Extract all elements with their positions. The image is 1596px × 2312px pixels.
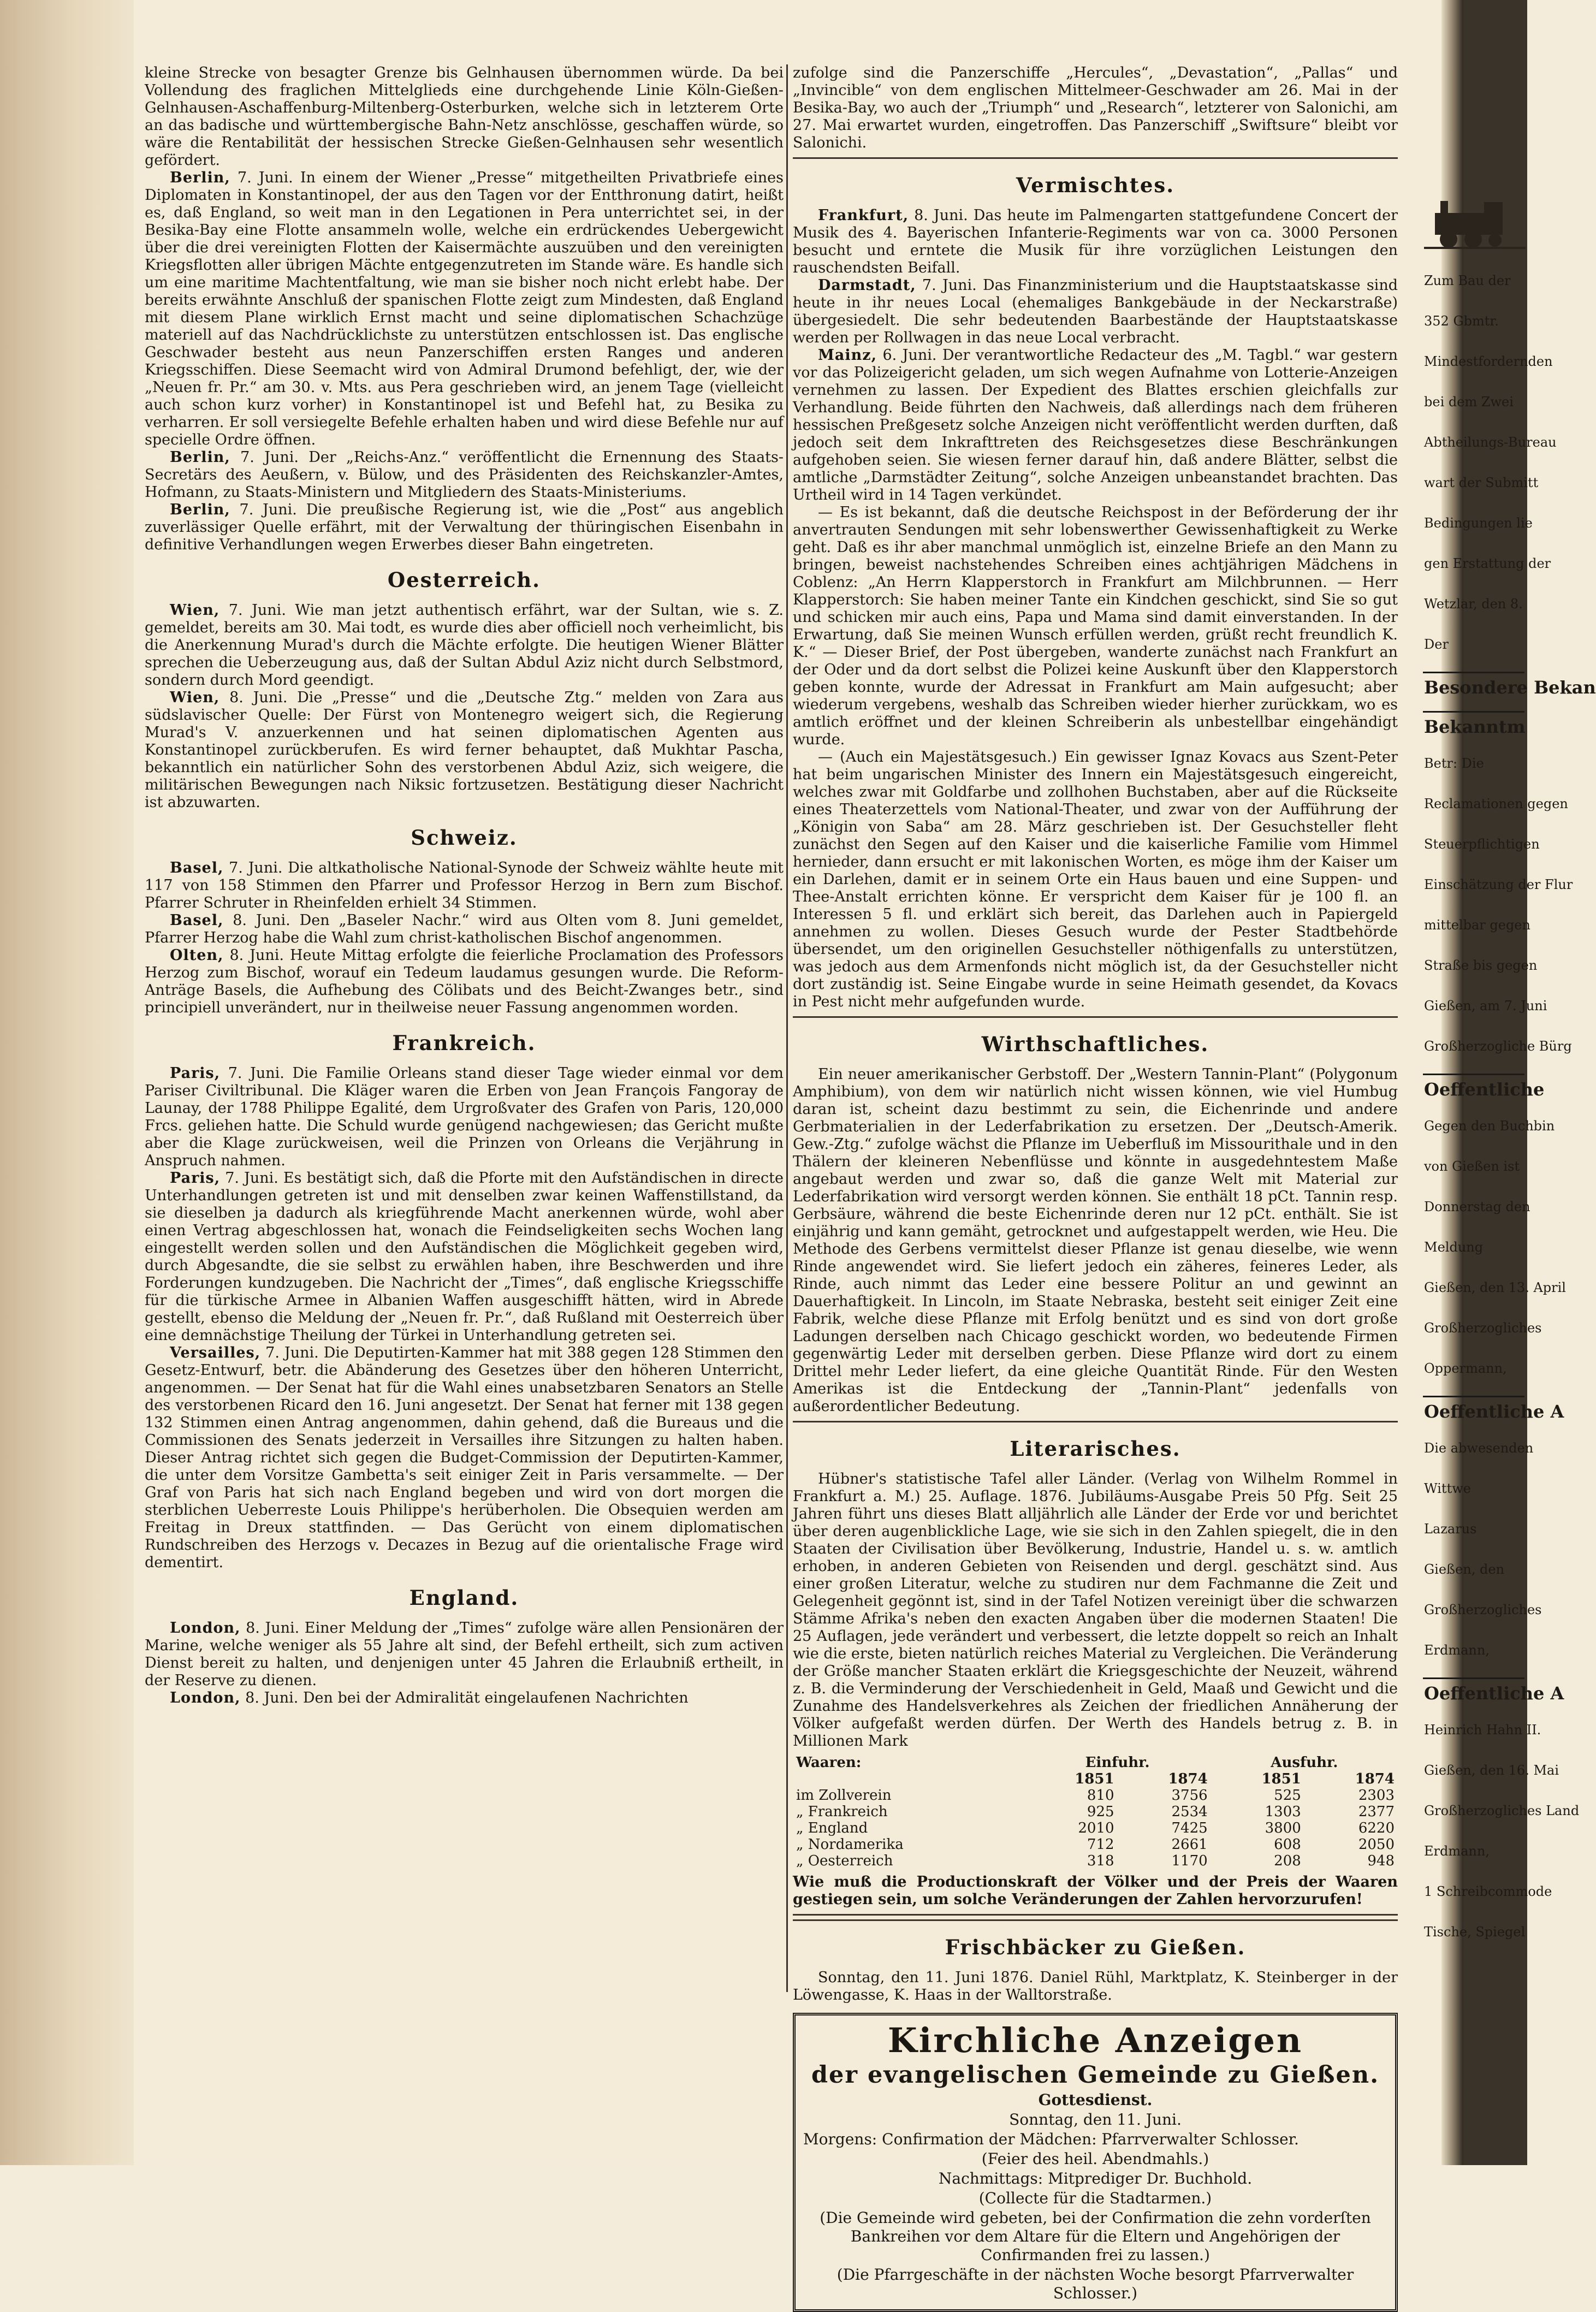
- section-heading-misc: Vermischtes.: [1016, 173, 1175, 197]
- trade-table-group-import: Einfuhr.: [1085, 1754, 1150, 1771]
- news-report: [145, 947, 784, 1017]
- news-report: [793, 504, 1398, 749]
- report-text: 8. Juni. Den bei der Admiralität eingelaufenen Nachrichten: [245, 1689, 689, 1706]
- trade-cell: 6220: [1358, 1820, 1395, 1836]
- trade-table-group-export: Ausfuhr.: [1271, 1754, 1338, 1771]
- bakers-notice: Sonntag, den 11. Juni 1876. Daniel Rühl, Marktplatz, K. Steinberger in der Löwengasse, K. Haas in der Walltorstraße.: [793, 1969, 1398, 2003]
- trade-table-row: [793, 1836, 1398, 1853]
- news-report: [145, 501, 784, 554]
- report-place: Wien,: [170, 689, 220, 706]
- trade-cell: 2303: [1358, 1787, 1395, 1804]
- trade-table-row: [793, 1853, 1398, 1869]
- article-paragraph: kleine Strecke von besagter Grenze bis Gelnhausen übernommen würde. Da bei Vollendung des fraglichen Mittelglieds eine durchgehende Linie Köln-Gießen-Gelnhausen-Aschaffenburg-Miltenberg-Osterburken, welche sich in letzterem Orte an das badische und württembergische Bahn-Netz anschlösse, geschaffen würde, so wäre die Rentabilität der hessischen Strecke Gießen-Gelnhausen sehr wesentlich gefördert.: [145, 64, 784, 169]
- trade-table: [793, 1754, 1398, 1869]
- neighbor-text-line: Wetzlar, den 8.: [1424, 596, 1523, 612]
- report-text: 6. Juni. Der verantwortliche Redacteur des „M. Tagbl.“ war gestern vor das Polizeigericht geladen, um sich wegen Aufnahme von Lotterie-Anzeigen vernehmen zu lassen. Der Expedient des Blattes erschien gleichfalls zur Verhandlung. Beide führten den Nachweis, daß allerdings nach dem früheren hessischen Preßgesetz solche Anzeigen nicht veröffentlicht werden durften, daß jedoch seit dem Inkrafttreten des Reichsgesetzes diese Beschränkungen aufgehoben seien. Sie wiesen ferner darauf hin, daß andere Blätter, selbst die amtliche „Darmstädter Zeitung“, solche Anzeigen unbeanstandet brachten. Das Urtheil wird in 14 Tagen verkündet.: [793, 347, 1398, 503]
- neighbor-text-line: 352 Gbmtr.: [1424, 313, 1499, 329]
- neighbor-text-line: Mindestfordernden: [1424, 354, 1553, 369]
- neighbor-text-line: 1 Schreibcommode: [1424, 1884, 1552, 1899]
- report-place: Darmstadt,: [818, 277, 916, 294]
- neighbor-rule: [1423, 711, 1524, 713]
- trade-table-row: [793, 1820, 1398, 1836]
- section-heading-england: England.: [409, 1586, 519, 1610]
- trade-table-year: 1851: [1075, 1771, 1114, 1787]
- section-heading-bakers: Frischbäcker zu Gießen.: [945, 1935, 1246, 1959]
- trade-cell: 810: [1087, 1787, 1114, 1804]
- report-text: 8. Juni. Das heute im Palmengarten stattgefundene Concert der Musik des 4. Bayerischen Infanterie-Regiments war von ca. 3000 Personen besucht und erntete die Musik für ihre vorzüglichen Leistungen den rauschendsten Beifall.: [793, 207, 1398, 276]
- literary-article: Hübner's statistische Tafel aller Länder. (Verlag von Wilhelm Rommel in Frankfurt a. M.) 25. Auflage. 1876. Jubiläums-Ausgabe Preis 50 Pfg. Seit 25 Jahren führt uns dieses Blatt alljährlich alle Länder der Erde vor und berichtet über deren augenblickliche Lage, wie sie sich in den Zahlen spiegelt, die in den Staaten der Civilisation über Bevölkerung, Industrie, Handel u. s. w. amtlich erhoben, in anderen Gebieten von Reisenden und dergl. geschätzt sind. Aus einer großen Literatur, welche zu studiren nur dem Fachmanne die Zeit und Gelegenheit gegönnt ist, sind in der Tafel Notizen vereinigt über die schwarzen Stämme Afrika's neben den exacten Angaben über die modernen Staaten! Die 25 Auflagen, jede verändert und verbessert, die letzte doppelt so reich an Inhalt wie die erste, bieten natürlich reiches Material zu Vergleichen. Die Veränderung der Größe mancher Staaten erklärt die Kriegsgeschichte der Neuzeit, während z. B. die Verminderung der Verschiedenheit in Geld, Maaß und Gewicht und die Zunahme des Handelsverkehres als Zeichen der friedlichen Annäherung der Völker aufgefaßt werden dürfen. Der Werth des Handels betrug z. B. in Millionen Mark: [793, 1471, 1398, 1750]
- section-heading-economy: Wirthschaftliches.: [981, 1032, 1209, 1056]
- section-rule: [793, 1016, 1398, 1018]
- neighbor-text-line: von Gießen ist: [1424, 1159, 1520, 1174]
- report-text: 7. Juni. Der „Reichs-Anz.“ veröffentlicht die Ernennung des Staats-Secretärs des Aeußern, v. Bülow, und des Präsidenten des Reichskanzler-Amtes, Hofmann, zu Staats-Ministern und Mitgliedern des Staats-Ministeriums.: [145, 449, 784, 501]
- report-text: — Es ist bekannt, daß die deutsche Reichspost in der Beförderung der ihr anvertrauten Sendungen mit sehr lobenswerther Gewissenhaftigkeit zu Werke geht. Daß es ihr aber manchmal unmöglich ist, einzelne Briefe an den Mann zu bringen, beweist nachstehendes Schreiben eines achtjährigen Mädchens in Coblenz: „An Herrn Klapperstorch in Frankfurt am Milchbrunnen. — Herr Klapperstorch: Sie haben meiner Tante ein Kindchen geschickt, sind Sie so gut und schicken mir auch eins, Papa und Mama sind damit einverstanden. In der Erwartung, daß Sie meinen Wunsch erfüllen werden, grüßt recht freundlich K. K.“ — Dieser Brief, der Post übergeben, wanderte zunächst nach Frankfurt an der Oder und da dort selbst die Polizei keine Auskunft über den Klapperstorch geben konnte, wurde der Adressat in Frankfurt am Main aufgesucht; aber wiederum vergebens, weshalb das Schreiben wieder hierher zurückkam, wo es amtlich eröffnet und der kleinen Schreiberin als unbestellbar eingehändigt wurde.: [793, 504, 1398, 748]
- church-ad-request: (Die Gemeinde wird gebeten, bei der Confirmation die zehn vorderſten Bankreihen vor dem Altare für die Eltern und Angehörigen der Confirmanden frei zu lassen.): [820, 2209, 1371, 2264]
- neighbor-heading: Besondere Bekan: [1424, 677, 1596, 698]
- trade-cell: 2377: [1358, 1804, 1395, 1820]
- neighbor-text-line: Zum Bau der: [1424, 273, 1511, 288]
- trade-cell: 2010: [1078, 1820, 1114, 1836]
- news-report: [145, 1620, 784, 1689]
- neighbor-text-line: Gießen, den 13. April: [1424, 1280, 1566, 1295]
- church-ad-afternoon-note: (Collecte für die Stadtarmen.): [978, 2189, 1212, 2207]
- report-place: Basel,: [170, 912, 224, 929]
- neighbor-rule: [1423, 1396, 1524, 1397]
- article-paragraph: zufolge sind die Panzerschiffe „Hercules“, „Devastation“, „Pallas“ und „Invincible“ von dem englischen Mittelmeer-Geschwader am 26. Mai in der Besika-Bay, wo auch der „Triumph“ und „Research“, letzterer von Salonichi, am 27. Mai erwartet wurden, eingetroffen. Das Panzerschiff „Swiftsure“ bleibt vor Salonichi.: [793, 64, 1398, 151]
- section-rule: [793, 157, 1398, 159]
- report-text: 7. Juni. Das Finanzministerium und die Hauptstaatskasse sind heute in ihr neues Local (ehemaliges Bankgebäude in der Neckarstraße) übergesiedelt. Die sehr bedeutenden Baarbestände der Hauptstaatskasse werden per Rollwagen in das neue Local verbracht.: [793, 277, 1398, 346]
- report-text: — (Auch ein Majestätsgesuch.) Ein gewisser Ignaz Kovacs aus Szent-Peter hat beim ungarischen Minister des Innern ein Majestätsgesuch eingereicht, welches zwar mit Goldfarbe und zollhohen Buchstaben, aber auf die Rückseite eines Theaterzettels vom National-Theater, und zwar von der Aufführung der „Königin von Saba“ am 28. März geschrieben ist. Der Gesuchsteller fleht zunächst den Segen auf den Kaiser und die kaiserliche Familie vom Himmel hernieder, dann ersucht er mit lakonischen Worten, es möge ihm der Kaiser um ein Darlehen, damit er in seinem Orte ein Haus bauen und eine Suppen- und Thee-Anstalt errichten könne. Er verspricht dem Kaiser für je 100 fl. an Interessen 5 fl. und erklärt sich bereit, das Darlehen auch in Papiergeld annehmen zu wollen. Dieses Gesuch wurde der Pester Stadtbehörde übersendet, um den originellen Gesuchsteller nöthigenfalls zu unterstützen, was jedoch aus dem Armenfonds nicht möglich ist, da der Gesuchsteller nicht dort zuständig ist. Seine Eingabe wurde in seine Heimath gesendet, da Kovacs in Pest nicht mehr aufgefunden wurde.: [793, 749, 1398, 1010]
- trade-cell: 3756: [1171, 1787, 1208, 1804]
- news-report: [793, 277, 1398, 347]
- section-heading-france: Frankreich.: [392, 1031, 536, 1055]
- trade-cell: 1303: [1265, 1804, 1301, 1820]
- neighbor-text-line: Großherzogliches Land: [1424, 1803, 1580, 1818]
- neighbor-text-line: Tische, Spiegel: [1424, 1924, 1526, 1940]
- neighbor-text-line: Lazarus: [1424, 1521, 1477, 1537]
- trade-table-year: 1874: [1168, 1771, 1208, 1787]
- news-report: [793, 207, 1398, 277]
- news-report: [145, 1689, 784, 1707]
- news-report: [145, 1065, 784, 1170]
- section-rule: [793, 1421, 1398, 1422]
- report-text: 7. Juni. Es bestätigt sich, daß die Pforte mit den Aufständischen in directe Unterhandlungen getreten ist und mit denselben zwar keinen Waffenstillstand, da sie dieselben ja dadurch als kriegführende Macht anerkennen würde, wohl aber einen Vertrag abgeschlossen hat, wonach die Feindseligkeiten sechs Wochen lang eingestellt werden sollen und den Aufständischen die Möglichkeit gegeben wird, durch Abgesandte, die sie selbst zu erwählen haben, ihre Beschwerden und ihre Forderungen kundzugeben. Die Nachricht der „Times“, daß englische Kriegsschiffe für die türkische Armee in Albanien Waffen ausgeschifft hätten, wird in Abrede gestellt, ebenso die Meldung der „Neuen fr. Pr.“, daß Rußland mit Oesterreich über eine demnächstige Theilung der Türkei in Unterhandlung getreten sei.: [145, 1170, 784, 1344]
- trade-cell: 318: [1087, 1853, 1114, 1869]
- neighbor-text-line: Gießen, am 7. Juni: [1424, 998, 1547, 1013]
- trade-table-year: 1874: [1355, 1771, 1395, 1787]
- church-ad-subtitle: der evangelischen Gemeinde zu Gießen.: [811, 2061, 1380, 2089]
- neighbor-page-fragment: [1420, 22, 1596, 2042]
- news-report: [145, 449, 784, 501]
- neighbor-text-line: bei dem Zwei: [1424, 394, 1514, 410]
- literary-closing: Wie muß die Productionskraft der Völker und der Preis der Waaren gestiegen sein, um solche Veränderungen der Zahlen hervorzurufen!: [793, 1874, 1398, 1908]
- trade-row-label: „ Oesterreich: [796, 1853, 893, 1869]
- church-ad-date: Sonntag, den 11. Juni.: [1009, 2111, 1182, 2129]
- trade-table-group-row: [793, 1754, 1398, 1771]
- neighbor-text-line: wart der Submitt: [1424, 475, 1539, 490]
- trade-row-label: im Zollverein: [796, 1787, 892, 1804]
- trade-table-row: [793, 1804, 1398, 1820]
- report-place: London,: [170, 1689, 241, 1706]
- news-report: [145, 859, 784, 912]
- report-text: 7. Juni. Die altkatholische National-Synode der Schweiz wählte heute mit 117 von 158 Stimmen den Pfarrer und Professor Herzog in Bern zum Bischof. Pfarrer Schruter in Rheinfelden erhielt 34 Stimmen.: [145, 859, 784, 911]
- trade-cell: 2661: [1171, 1836, 1208, 1853]
- report-text: 8. Juni. Die „Presse“ und die „Deutsche Ztg.“ melden von Zara aus südslavischer Quelle: Der Fürst von Montenegro weigert sich, die Regierung Murad's V. anzuerkennen und hat seinen diplomatischen Agenten aus Konstantinopel zurückberufen. Es wird ferner behauptet, daß Mukhtar Pascha, bekanntlich ein natürlicher Sohn des verstorbenen Abdul Aziz, sich weigere, die militärischen Bewegungen nach Niksic fortzusetzen. Bestätigung dieser Nachricht ist abzuwarten.: [145, 689, 784, 811]
- news-report: [145, 602, 784, 689]
- section-heading-switzerland: Schweiz.: [411, 826, 518, 850]
- trade-cell: 712: [1087, 1836, 1114, 1853]
- trade-cell: 925: [1087, 1804, 1114, 1820]
- report-text: 7. Juni. Wie man jetzt authentisch erfährt, war der Sultan, wie s. Z. gemeldet, bereits am 30. Mai todt, es wurde dies aber officiell noch verheimlicht, bis die Anerkennung Murad's durch die Mächte erfolgte. Die heutigen Wiener Blätter sprechen die Ueberzeugung aus, daß der Sultan Abdul Aziz nicht durch Selbstmord, sondern durch Mord geendigt.: [145, 602, 784, 689]
- report-place: Berlin,: [170, 449, 230, 466]
- neighbor-text-line: Steuerpflichtigen: [1424, 837, 1540, 852]
- neighbor-heading: Oeffentliche: [1424, 1079, 1545, 1100]
- trade-row-label: „ England: [796, 1820, 868, 1836]
- neighbor-text-line: Donnerstag den: [1424, 1199, 1530, 1214]
- trade-row-label: „ Frankreich: [796, 1804, 888, 1820]
- book-edge-left: [0, 0, 137, 2165]
- neighbor-text-line: Gießen, den: [1424, 1562, 1505, 1577]
- neighbor-text-line: Oppermann,: [1424, 1361, 1507, 1376]
- locomotive-icon: [1424, 186, 1526, 251]
- trade-cell: 208: [1274, 1853, 1301, 1869]
- church-announcement-box: [793, 2013, 1398, 2312]
- neighbor-text-line: Großherzogliches: [1424, 1602, 1542, 1617]
- neighbor-text-line: Gegen den Buchbin: [1424, 1118, 1555, 1134]
- trade-table-year: 1851: [1261, 1771, 1301, 1787]
- report-place: Mainz,: [818, 347, 877, 364]
- report-text: 8. Juni. Einer Meldung der „Times“ zufolge wäre allen Pensionären der Marine, welche weniger als 55 Jahre alt sind, der Befehl ertheilt, sich zum activen Dienst bereit zu halten, und denjenigen unter 45 Jahren die Erlaubniß ertheilt, in der Reserve zu dienen.: [145, 1620, 784, 1689]
- neighbor-text-line: Bedingungen lie: [1424, 515, 1533, 531]
- column-left: [145, 64, 784, 1995]
- trade-cell: 7425: [1171, 1820, 1208, 1836]
- report-text: 8. Juni. Heute Mittag erfolgte die feierliche Proclamation des Professors Herzog zum Bischof, worauf ein Tedeum laudamus gesungen wurde. Die Reform-Anträge Basels, die Aufhebung des Cölibats und des Beicht-Zwanges betr., sind principiell unverändert, nur in theilweise neuer Fassung angenommen worden.: [145, 947, 784, 1016]
- neighbor-text-line: Betr: Die: [1424, 756, 1484, 771]
- news-report: [145, 689, 784, 811]
- news-report: [145, 1170, 784, 1344]
- section-rule-double: [793, 1914, 1398, 1921]
- neighbor-text-line: Der: [1424, 637, 1449, 652]
- report-text: 7. Juni. Die Deputirten-Kammer hat mit 388 gegen 128 Stimmen den Gesetz-Entwurf, betr. die Abänderung des Gesetzes über den höheren Unterricht, angenommen. — Der Senat hat für die Wahl eines unabsetzbaren Senators an Stelle des verstorbenen Ricard den 16. Juni angesetzt. Der Senat hat ferner mit 138 gegen 132 Stimmen einen Antrag angenommen, dahin gehend, daß die Bureaus und die Commissionen des Senats jederzeit in Versailles ihre Sitzungen zu halten haben. Dieser Antrag richtet sich gegen die Budget-Commission der Deputirten-Kammer, die unter dem Vorsitze Gambetta's seit einiger Zeit in Paris versammelte. — Der Graf von Paris hat sich nach England begeben und wird von dort morgen die sterblichen Ueberreste Louis Philippe's herüberholen. Die Obsequien werden am Freitag in Dreux stattfinden. — Das Gerücht von einem diplomatischen Rundschreiben des Herzogs v. Decazes in Bezug auf die orientalische Frage wird dementirt.: [145, 1344, 784, 1571]
- section-heading-austria: Oesterreich.: [387, 568, 541, 592]
- report-place: Frankfurt,: [818, 207, 909, 224]
- trade-table-blank: [793, 1771, 1024, 1787]
- neighbor-text-line: Erdmann,: [1424, 1843, 1490, 1859]
- neighbor-heading: Bekanntm: [1424, 716, 1526, 737]
- report-place: Paris,: [170, 1170, 221, 1187]
- trade-cell: 3800: [1265, 1820, 1301, 1836]
- trade-cell: 948: [1367, 1853, 1395, 1869]
- report-text: 7. Juni. Die Familie Orleans stand dieser Tage wieder einmal vor dem Pariser Civiltribunal. Die Kläger waren die Erben von Jean François Fangoray de Launay, der 1788 Philippe Egalité, dem Urgroßvater des Grafen von Paris, 120,000 Frcs. geliehen hatte. Die Schuld wurde genügend nachgewiesen; das Gericht mußte aber die Klage zurückweisen, weil die Prinzen von Orleans die Verjährung in Anspruch nahmen.: [145, 1065, 784, 1169]
- trade-cell: 1170: [1171, 1853, 1208, 1869]
- news-report: [145, 169, 784, 449]
- report-place: Berlin,: [170, 169, 230, 186]
- neighbor-heading: Oeffentliche A: [1424, 1401, 1564, 1422]
- trade-cell: 525: [1274, 1787, 1301, 1804]
- news-report: [145, 1344, 784, 1572]
- neighbor-text-line: Die abwesenden: [1424, 1440, 1534, 1456]
- neighbor-text-line: Abtheilungs-Bureau: [1424, 435, 1557, 450]
- church-ad-service: Gottesdienst.: [1038, 2091, 1153, 2109]
- church-ad-title: Kirchliche Anzeigen: [887, 2020, 1303, 2060]
- church-ad-afternoon: Nachmittags: Mitprediger Dr. Buchhold.: [938, 2169, 1253, 2187]
- neighbor-text-line: Reclamationen gegen: [1424, 796, 1568, 811]
- church-ad-morning-note: (Feier des heil. Abendmahls.): [981, 2150, 1209, 2168]
- neighbor-text-line: Heinrich Hahn II.: [1424, 1722, 1541, 1738]
- report-place: London,: [170, 1620, 241, 1637]
- section-heading-literary: Literarisches.: [1010, 1437, 1181, 1461]
- trade-table-row: [793, 1787, 1398, 1804]
- church-ad-footer: (Die Pfarrgeschäfte in der nächsten Woche besorgt Pfarrverwalter Schlosser.): [836, 2266, 1354, 2302]
- report-place: Versailles,: [170, 1344, 261, 1361]
- news-report: [793, 347, 1398, 504]
- neighbor-text-line: Erdmann,: [1424, 1643, 1490, 1658]
- trade-row-label: „ Nordamerika: [796, 1836, 904, 1853]
- church-ad-morning: Morgens: Confirmation der Mädchen: Pfarrverwalter Schlosser.: [803, 2130, 1299, 2148]
- news-report: [145, 912, 784, 947]
- neighbor-text-line: Wittwe: [1424, 1481, 1471, 1496]
- report-place: Basel,: [170, 859, 224, 876]
- neighbor-rule: [1423, 1074, 1524, 1075]
- report-text: 7. Juni. Die preußische Regierung ist, wie die „Post“ aus angeblich zuverlässiger Quelle erfährt, mit der Verwaltung der thüringischen Eisenbahn in definitive Verhandlungen wegen Erwerbes dieser Bahn eingetreten.: [145, 501, 784, 553]
- neighbor-text-line: Großherzogliches: [1424, 1320, 1542, 1336]
- trade-cell: 608: [1274, 1836, 1301, 1853]
- neighbor-rule: [1423, 1677, 1524, 1679]
- neighbor-text-line: gen Erstattung der: [1424, 556, 1551, 571]
- column-right: [793, 64, 1398, 2302]
- neighbor-text-line: Großherzogliche Bürg: [1424, 1039, 1572, 1054]
- neighbor-text-line: Straße bis gegen: [1424, 958, 1538, 973]
- report-place: Paris,: [170, 1065, 221, 1082]
- report-place: Olten,: [170, 947, 224, 964]
- neighbor-text-line: Gießen, den 16. Mai: [1424, 1763, 1559, 1778]
- neighbor-text-line: Meldung: [1424, 1240, 1484, 1255]
- report-text: 8. Juni. Den „Baseler Nachr.“ wird aus Olten vom 8. Juni gemeldet, Pfarrer Herzog habe die Wahl zum christ-katholischen Bischof angenommen.: [145, 912, 784, 946]
- news-report: [793, 749, 1398, 1011]
- economy-article: Ein neuer amerikanischer Gerbstoff. Der „Western Tannin-Plant“ (Polygonum Amphibium), von dem wir natürlich nicht wissen können, wie viel Humbug daran ist, scheint dazu bestimmt zu sein, die Eichenrinde und andere Gerbmaterialien in der Lederfabrikation zu ersetzen. Der „Deutsch-Amerik. Gew.-Ztg.“ zufolge wächst die Pflanze im Ueberfluß im Missourithale und in den Thälern der kleineren Nebenflüsse und könnte in ausgedehntestem Maße angebaut werden und zwar so, daß die ganze Welt mit Material zur Lederfabrikation wird versorgt werden können. Sie enthält 18 pCt. Tannin resp. Gerbsäure, während die beste Eichenrinde deren nur 12 pCt. enthält. Sie ist einjährig und kann gemäht, getrocknet und aufgestappelt werden, wie Heu. Die Methode des Gerbens vermittelst dieser Pflanze ist genau dieselbe, wie wenn Rinde angewendet wird. Sie liefert jedoch ein zäheres, feineres Leder, als Rinde, auch nimmt das Leder eine bessere Politur an und gewinnt an Dauerhaftigkeit. In Lincoln, im Staate Nebraska, besteht seit einiger Zeit eine Fabrik, welche diese Pflanze mit Erfolg benützt und es sind von dort große Ladungen derselben nach Chicago geschickt worden, wo bedeutende Firmen gegenwärtig Leder mit derselben gerben. Diese Pflanze wird dort zu einem Drittel mehr Leder liefert, da eine gleiche Quantität Rinde. Für den Westen Amerikas ist die Entdeckung der „Tannin-Plant“ jedenfalls von außerordentlicher Bedeutung.: [793, 1066, 1398, 1415]
- neighbor-rule: [1423, 672, 1524, 673]
- column-divider: [786, 64, 788, 1992]
- report-text: 7. Juni. In einem der Wiener „Presse“ mitgetheilten Privatbriefe eines Diplomaten in Konstantinopel, der aus den Tagen vor der Entthronung datirt, heißt es, daß England, so weit man in den Legationen in Pera unterrichtet sei, in der Besika-Bay eine Flotte ansammeln wolle, welche ein erdrückendes Uebergewicht über die drei vereinigten Flotten der Kaisermächte auszuüben und den vereinigten Kriegsflotten aller übrigen Mächte entgegenzutreten im Stande wäre. Es handle sich um eine maritime Machtentfaltung, wie man sie bisher noch nicht erlebt habe. Der bereits erwähnte Anschluß der spanischen Flotte zeigt zum Mindesten, daß England mit diesem Plane wirklich Ernst macht und seine diplomatischen Schachzüge materiell auf das Nachdrücklichste zu unterstützen entschlossen ist. Das englische Geschwader besteht aus neun Panzerschiffen ersten Ranges und anderen Kriegsschiffen. Diese Seemacht wird von Admiral Drumond befehligt, der, wie der „Neuen fr. Pr.“ am 30. v. Mts. aus Pera geschrieben wird, an jenem Tage (vielleicht auch schon kurz vorher) in Konstantinopel ist und Befehl hat, zu Besika zu verharren. Er soll versiegelte Befehle erhalten haben und wird diese Befehle nur auf specielle Ordre öffnen.: [145, 169, 784, 448]
- trade-table-year-row: [793, 1771, 1398, 1787]
- neighbor-text-line: Einschätzung der Flur: [1424, 877, 1573, 892]
- report-place: Berlin,: [170, 501, 230, 518]
- neighbor-text-line: mittelbar gegen: [1424, 917, 1530, 933]
- trade-table-label: Waaren:: [796, 1754, 862, 1771]
- report-place: Wien,: [170, 602, 220, 619]
- neighbor-heading: Oeffentliche A: [1424, 1683, 1564, 1704]
- trade-cell: 2534: [1171, 1804, 1208, 1820]
- trade-cell: 2050: [1358, 1836, 1395, 1853]
